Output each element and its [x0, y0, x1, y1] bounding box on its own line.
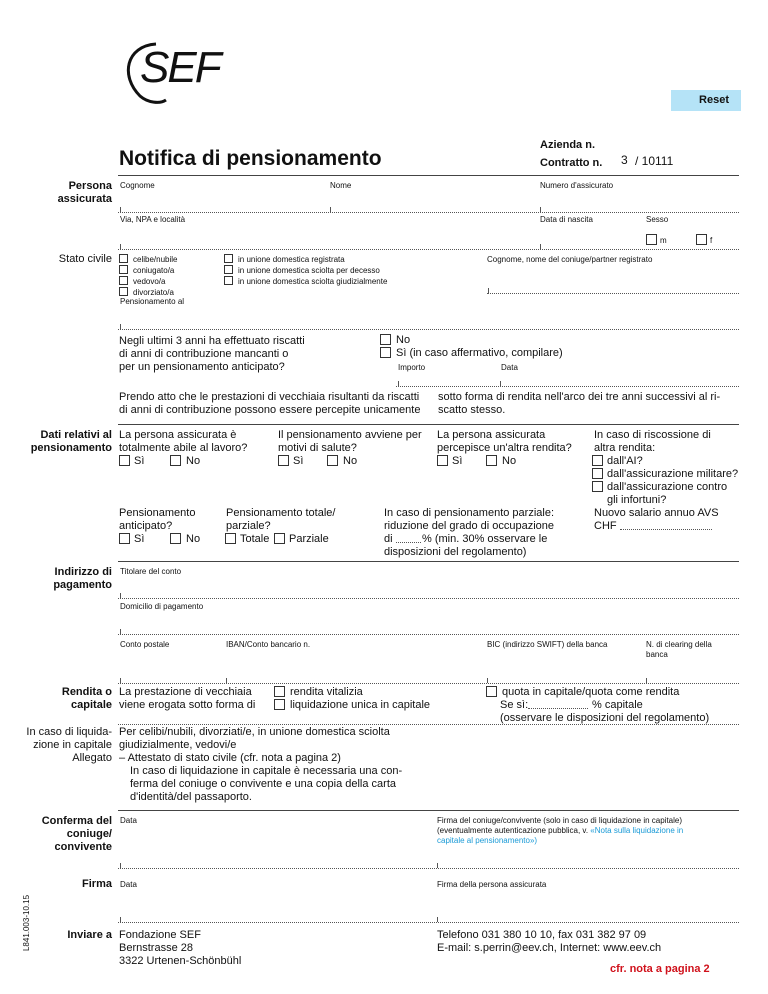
stato-option: in unione domestica sciolta per decesso: [238, 266, 380, 275]
no-label: No: [186, 455, 201, 467]
pct-field[interactable]: [528, 708, 588, 709]
stato-option: coniugato/a: [133, 266, 175, 275]
salute-question: Il pensionamento avviene per: [278, 429, 422, 441]
cognome-label: Cognome: [120, 181, 155, 190]
quota-checkbox[interactable]: [486, 686, 497, 697]
unione-giudiziale-checkbox[interactable]: [224, 276, 233, 285]
rendita-question: La persona assicurata: [437, 429, 546, 441]
divider: [118, 724, 739, 725]
conferma-firma-label: Firma del coniuge/convivente (solo in caso di liquidazione in capitale): [437, 816, 683, 825]
altra-option: dall'AI?: [607, 455, 643, 467]
section-label: Inviare a: [67, 929, 112, 941]
vitalizia-label: rendita vitalizia: [290, 686, 363, 698]
salute-question: motivi di salute?: [278, 442, 357, 454]
section-label: convivente: [54, 841, 112, 853]
pct-label: % capitale: [592, 699, 643, 711]
contratto-label: Contratto n.: [540, 157, 603, 169]
parziale-info: In caso di pensionamento parziale:: [384, 507, 554, 519]
riscatti-note: Prendo atto che le prestazioni di vecchiaia risultanti da riscatti: [119, 391, 420, 403]
divider: [118, 561, 739, 562]
section-label: Rendita o: [61, 686, 112, 698]
riscatti-note: di anni di contribuzione possono essere percepite unicamente: [119, 404, 421, 416]
altra-option: dall'assicurazione contro: [607, 481, 728, 493]
cfr-nota: cfr. nota a pagina 2: [610, 963, 710, 975]
liquidazione-text: In caso di liquidazione in capitale è necessaria una con-: [130, 765, 403, 777]
section-label: Dati relativi al: [40, 429, 112, 441]
via-field[interactable]: [118, 249, 739, 250]
page-title: Notifica di pensionamento: [119, 147, 382, 170]
vitalizia-checkbox[interactable]: [274, 686, 285, 697]
pensionamento-al-field[interactable]: [118, 329, 739, 330]
totale-question: parziale?: [226, 520, 271, 532]
avs-field[interactable]: [620, 529, 712, 530]
osservare-label: (osservare le disposizioni del regolamento): [500, 712, 710, 724]
riduzione-field[interactable]: [396, 542, 421, 543]
contratto-value-b[interactable]: / 10111: [635, 154, 674, 168]
liquidazione-label: In caso di liquida-: [26, 726, 112, 738]
section-label: Persona: [68, 180, 112, 192]
titolare-label: Titolare del conto: [120, 567, 182, 576]
unione-registrata-checkbox[interactable]: [224, 254, 233, 263]
cognome-field[interactable]: [118, 212, 739, 213]
reset-button[interactable]: Reset: [671, 90, 741, 111]
quota-label: quota in capitale/quota come rendita: [502, 686, 680, 698]
riscatti-question: Negli ultimi 3 anni ha effettuato riscatti: [119, 335, 305, 347]
anticipato-si-checkbox[interactable]: [119, 533, 130, 544]
clearing-label: banca: [646, 650, 668, 659]
altra-rendita-label: altra rendita:: [594, 442, 656, 454]
riscatti-si-label: Sì (in caso affermativo, compilare): [396, 347, 563, 359]
stato-option: in unione domestica sciolta giudizialmente: [238, 277, 388, 286]
totale-question: Pensionamento totale/: [226, 507, 336, 519]
rendita-no-checkbox[interactable]: [486, 455, 497, 466]
parziale-info: disposizioni del regolamento): [384, 546, 527, 558]
parziale-info: riduzione del grado di occupazione: [384, 520, 555, 532]
si-label: Sì: [134, 533, 145, 545]
domicilio-label: Domicilio di pagamento: [120, 602, 204, 611]
riscatti-si-checkbox[interactable]: [380, 347, 391, 358]
no-label: No: [343, 455, 358, 467]
parziale-label: Parziale: [289, 533, 329, 545]
firma-persona-label: Firma della persona assicurata: [437, 880, 547, 889]
address-line: Bernstrasse 28: [119, 942, 193, 954]
riscatti-question: di anni di contribuzione mancanti o: [119, 348, 289, 360]
capitale-text: La prestazione di vecchiaia: [119, 686, 252, 698]
unione-decesso-checkbox[interactable]: [224, 265, 233, 274]
section-label: capitale: [71, 699, 112, 711]
conferma-firma-note: [437, 826, 683, 836]
iban-label: IBAN/Conto bancario n.: [226, 640, 311, 649]
data-nascita-label: Data di nascita: [540, 215, 593, 224]
vedovo-checkbox[interactable]: [119, 276, 128, 285]
salute-no-checkbox[interactable]: [327, 455, 338, 466]
parziale-info: % (min. 30% osservare le: [422, 533, 548, 545]
data-label: Data: [501, 363, 518, 372]
divorziato-checkbox[interactable]: [119, 287, 128, 296]
sesso-f-checkbox[interactable]: [696, 234, 707, 245]
stato-option: divorziato/a: [133, 288, 174, 297]
altra-option-cont: gli infortuni?: [607, 494, 667, 506]
riscatti-note: sotto forma di rendita nell'arco dei tre anni successivi al ri-: [438, 391, 721, 403]
logo-text: SEF: [140, 43, 220, 92]
numero-label: Numero d'assicurato: [540, 181, 614, 190]
liquidazione-label: zione in capitale: [33, 739, 112, 751]
coniuge-field[interactable]: [487, 293, 739, 294]
riscatti-no-checkbox[interactable]: [380, 334, 391, 345]
divider: [118, 175, 739, 176]
celibe-checkbox[interactable]: [119, 254, 128, 263]
email-line: E-mail: s.perrin@eev.ch, Internet: www.eev.ch: [437, 942, 662, 954]
no-label: No: [502, 455, 517, 467]
coniugato-checkbox[interactable]: [119, 265, 128, 274]
nota-liquidazione-link[interactable]: «Nota sulla liquidazione in: [590, 826, 684, 835]
sesso-m-label: m: [660, 236, 667, 245]
allegato-label: Allegato: [72, 752, 112, 764]
conferma-field[interactable]: [118, 868, 739, 869]
sesso-f-label: f: [710, 236, 713, 245]
section-label: assicurata: [57, 193, 112, 205]
riscatti-note: scatto stesso.: [438, 404, 506, 416]
firma-field[interactable]: [118, 922, 739, 923]
liquidazione-text: ferma del coniuge o convivente e una copia della carta: [130, 778, 397, 790]
liquidazione-text: d'identità/del passaporto.: [130, 791, 252, 803]
rendita-question: percepisce un'altra rendita?: [437, 442, 572, 454]
firma-data-label: Data: [120, 880, 137, 889]
stato-option: celibe/nubile: [133, 255, 178, 264]
capitale-text: viene erogata sotto forma di: [119, 699, 256, 711]
form-code: L841.003-10.15: [22, 894, 31, 952]
divider: [118, 810, 739, 811]
abile-question: La persona assicurata è: [119, 429, 237, 441]
abile-no-checkbox[interactable]: [170, 455, 181, 466]
infortuni-checkbox[interactable]: [592, 481, 603, 492]
riscatti-no-label: No: [396, 334, 411, 346]
titolare-field[interactable]: [118, 598, 739, 599]
rendita-si-checkbox[interactable]: [437, 455, 448, 466]
sesso-m-checkbox[interactable]: [646, 234, 657, 245]
via-label: Via, NPA e località: [120, 215, 186, 224]
militare-checkbox[interactable]: [592, 468, 603, 479]
liquidazione-text: – Attestato di stato civile (cfr. nota a pagina 2): [119, 752, 341, 764]
si-label: Sì: [452, 455, 463, 467]
telefono-line: Telefono 031 380 10 10, fax 031 382 97 09: [437, 929, 647, 941]
anticipato-no-checkbox[interactable]: [170, 533, 181, 544]
conto-postale-label: Conto postale: [120, 640, 170, 649]
no-label: No: [186, 533, 201, 545]
section-label: Conferma del: [41, 815, 112, 827]
section-label: coniuge/: [66, 828, 112, 840]
anticipato-question: Pensionamento: [119, 507, 196, 519]
unica-checkbox[interactable]: [274, 699, 285, 710]
altra-option: dall'assicurazione militare?: [607, 468, 739, 480]
avs-label: Nuovo salario annuo AVS: [594, 507, 719, 519]
divider: [118, 424, 739, 425]
abile-question: totalmente abile al lavoro?: [119, 442, 248, 454]
azienda-label: Azienda n.: [540, 139, 596, 151]
coniuge-label: Cognome, nome del coniuge/partner registrato: [487, 255, 653, 264]
section-label: pensionamento: [30, 442, 112, 454]
conto-field[interactable]: [118, 683, 739, 684]
address-line: 3322 Urtenen-Schönbühl: [119, 955, 242, 967]
liquidazione-text: giudizialmente, vedovi/e: [119, 739, 237, 751]
importo-field[interactable]: [396, 386, 739, 387]
altra-rendita-label: In caso di riscossione di: [594, 429, 711, 441]
contratto-value-a[interactable]: 3: [621, 153, 628, 167]
domicilio-field[interactable]: [118, 634, 739, 635]
ai-checkbox[interactable]: [592, 455, 603, 466]
sesso-label: Sesso: [646, 215, 669, 224]
section-label: Indirizzo di: [54, 566, 112, 578]
si-label: Sì: [293, 455, 304, 467]
totale-checkbox[interactable]: [225, 533, 236, 544]
salute-si-checkbox[interactable]: [278, 455, 289, 466]
chf-label: CHF: [594, 520, 617, 532]
abile-si-checkbox[interactable]: [119, 455, 130, 466]
clearing-label: N. di clearing della: [646, 640, 712, 649]
riscatti-question: per un pensionamento anticipato?: [119, 361, 285, 373]
unica-label: liquidazione unica in capitale: [290, 699, 431, 711]
conferma-firma-text: (eventualmente autenticazione pubblica, v.: [437, 826, 591, 835]
nome-label: Nome: [330, 181, 352, 190]
nota-liquidazione-link[interactable]: capitale al pensionamento»): [437, 836, 538, 845]
stato-option: in unione domestica registrata: [238, 255, 345, 264]
se-si-label: Se sì:: [500, 699, 529, 711]
section-label: pagamento: [53, 579, 112, 591]
stato-civile-label: Stato civile: [58, 253, 112, 265]
liquidazione-text: Per celibi/nubili, divorziati/e, in unione domestica sciolta: [119, 726, 390, 738]
si-label: Sì: [134, 455, 145, 467]
anticipato-question: anticipato?: [119, 520, 173, 532]
conferma-data-label: Data: [120, 816, 137, 825]
sef-logo: [118, 38, 248, 108]
totale-label: Totale: [240, 533, 270, 545]
parziale-checkbox[interactable]: [274, 533, 285, 544]
section-label: Firma: [82, 878, 112, 890]
importo-label: Importo: [398, 363, 426, 372]
bic-label: BIC (indirizzo SWIFT) della banca: [487, 640, 608, 649]
stato-option: vedovo/a: [133, 277, 166, 286]
parziale-info: di: [384, 533, 393, 545]
pensionamento-al-label: Pensionamento al: [120, 297, 185, 306]
address-line: Fondazione SEF: [119, 929, 201, 941]
